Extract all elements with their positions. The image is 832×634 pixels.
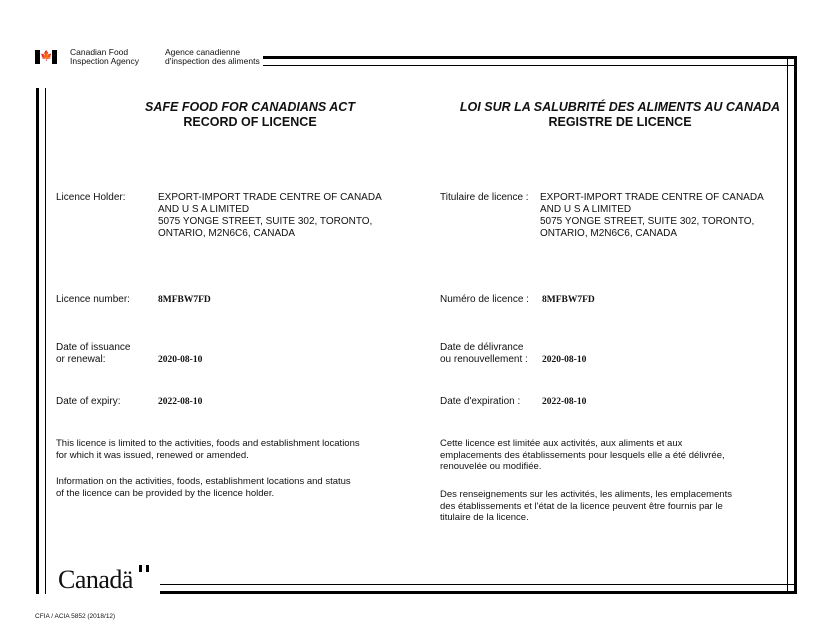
holder-line1: EXPORT-IMPORT TRADE CENTRE OF CANADA (540, 192, 764, 203)
issuance-label-fr-line2: ou renouvellement : (440, 354, 528, 365)
holder-line4: ONTARIO, M2N6C6, CANADA (540, 228, 678, 239)
note-line: titulaire de la licence. (440, 512, 529, 523)
frame-left-rule (36, 88, 46, 594)
issuance-label-fr-line1: Date de délivrance (440, 342, 524, 353)
act-title-en: SAFE FOOD FOR CANADIANS ACT (145, 100, 355, 114)
holder-value-en (158, 192, 382, 240)
issuance-label-en-line1: Date of issuance (56, 342, 131, 353)
note-line: Des renseignements sur les activités, les aliments, les emplacements (440, 489, 732, 500)
title-en (80, 100, 420, 130)
canada-flag-icon: 🍁 (35, 50, 57, 64)
agency-en-line1: Canadian Food (70, 47, 129, 57)
information-note-en (56, 476, 351, 499)
limitation-note-fr (440, 438, 725, 473)
agency-fr-line2: d'inspection des aliments (165, 56, 260, 66)
note-line: renouvelée ou modifiée. (440, 461, 542, 472)
canada-wordmark: Canadä (58, 565, 133, 594)
expiry-date-en: 2022-08-10 (158, 397, 203, 407)
form-code: CFIA / ACIA 5852 (2018/12) (35, 613, 116, 620)
holder-line2: AND U S A LIMITED (158, 204, 250, 215)
number-label-fr: Numéro de licence : (440, 294, 529, 305)
issuance-date-fr: 2020-08-10 (542, 355, 587, 365)
agency-name-fr (165, 48, 260, 66)
agency-name-en (70, 48, 139, 66)
agency-fr-line1: Agence canadienne (165, 47, 241, 57)
title-fr (445, 100, 795, 130)
issuance-label-en-line2: or renewal: (56, 354, 106, 365)
holder-line3: 5075 YONGE STREET, SUITE 302, TORONTO, (540, 216, 755, 227)
information-note-fr (440, 489, 732, 524)
number-label-en: Licence number: (56, 294, 130, 305)
wordmark-flag-icon (139, 565, 149, 572)
note-line: emplacements des établissements pour lesquels elle a été délivrée, (440, 449, 725, 461)
holder-value-fr (540, 192, 764, 240)
record-title-en: RECORD OF LICENCE (183, 115, 317, 129)
note-line: This licence is limited to the activities, foods and establishment locations (56, 438, 360, 449)
expiry-label-en: Date of expiry: (56, 396, 121, 407)
licence-number-en: 8MFBW7FD (158, 295, 211, 305)
act-title-fr: LOI SUR LA SALUBRITÉ DES ALIMENTS AU CANADA (459, 100, 781, 114)
note-line: des établissements et l'état de la licence peuvent être fournis par le (440, 500, 723, 512)
issuance-date-en: 2020-08-10 (158, 355, 203, 365)
holder-line3: 5075 YONGE STREET, SUITE 302, TORONTO, (158, 216, 373, 227)
issuance-label-fr (440, 342, 528, 366)
note-line: of the licence can be provided by the licence holder. (56, 487, 275, 499)
record-title-fr: REGISTRE DE LICENCE (548, 115, 692, 129)
holder-label-fr: Titulaire de licence : (440, 192, 529, 203)
limitation-note-en (56, 438, 360, 461)
note-line: Information on the activities, foods, establishment locations and status (56, 476, 351, 487)
note-line: for which it was issued, renewed or amended. (56, 449, 249, 461)
expiry-label-fr: Date d'expiration : (440, 396, 521, 407)
holder-line2: AND U S A LIMITED (540, 204, 632, 215)
frame-top-rule (263, 56, 797, 66)
holder-line4: ONTARIO, M2N6C6, CANADA (158, 228, 296, 239)
issuance-label-en (56, 342, 131, 366)
expiry-date-fr: 2022-08-10 (542, 397, 587, 407)
note-line: Cette licence est limitée aux activités, aux aliments et aux (440, 438, 683, 449)
holder-line1: EXPORT-IMPORT TRADE CENTRE OF CANADA (158, 192, 382, 203)
holder-label-en: Licence Holder: (56, 192, 126, 203)
frame-right-rule (787, 56, 797, 594)
frame-bottom-rule (160, 584, 797, 594)
agency-en-line2: Inspection Agency (70, 56, 139, 66)
licence-number-fr: 8MFBW7FD (542, 295, 595, 305)
